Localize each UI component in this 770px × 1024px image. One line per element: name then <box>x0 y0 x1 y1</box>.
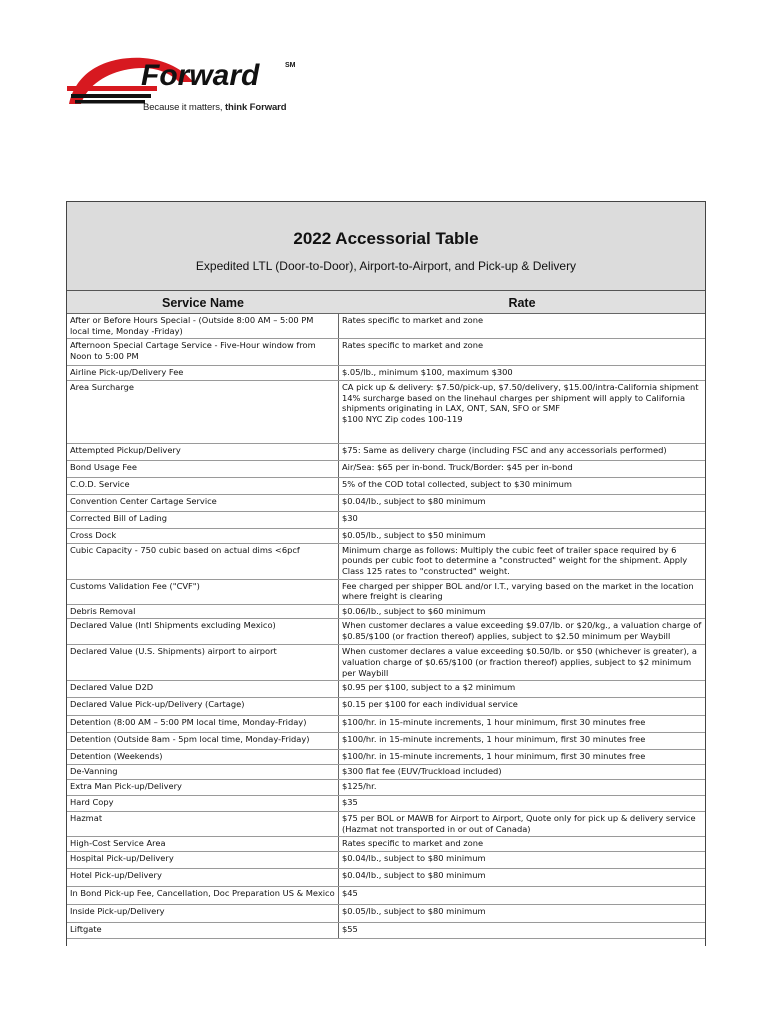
rate-line: 5% of the COD total collected, subject to $30 minimum <box>342 479 572 490</box>
accessorial-table <box>67 314 705 939</box>
table-row <box>67 779 705 795</box>
service-name-cell: Declared Value (Intl Shipments excluding Mexico) <box>67 619 339 645</box>
rate-cell <box>339 733 706 750</box>
rate-line: Rates specific to market and zone <box>342 315 484 325</box>
table-row <box>67 851 705 868</box>
service-name-cell: Inside Pick-up/Delivery <box>67 904 339 922</box>
rate-line: $0.06/lb., subject to $60 minimum <box>342 605 486 616</box>
rate-cell <box>339 579 706 604</box>
service-name-cell: Hospital Pick-up/Delivery <box>67 851 339 868</box>
rate-line: 14% surcharge based on the linehaul charges per shipment will apply to California shipments originating in LAX, ONT, SAN, SFO or SMF <box>342 392 686 414</box>
table-row <box>67 922 705 938</box>
column-header-service: Service Name <box>161 296 244 310</box>
service-name-cell: Customs Validation Fee ("CVF") <box>67 579 339 604</box>
rate-cell <box>339 543 706 579</box>
table-row <box>67 765 705 780</box>
rate-line: $0.04/lb., subject to $80 minimum <box>342 869 486 880</box>
rate-cell <box>339 681 706 698</box>
service-name-cell: Bond Usage Fee <box>67 461 339 478</box>
rate-cell <box>339 837 706 852</box>
rate-cell <box>339 314 706 339</box>
table-row <box>67 381 705 444</box>
rate-line: $100/hr. in 15-minute increments, 1 hour minimum, first 30 minutes free <box>342 751 646 762</box>
rate-cell <box>339 444 706 461</box>
rate-cell <box>339 750 706 765</box>
service-name-cell: Declared Value Pick-up/Delivery (Cartage) <box>67 698 339 716</box>
table-row <box>67 837 705 852</box>
rate-line: $125/hr. <box>342 780 377 791</box>
brand-name: Forward <box>141 59 260 92</box>
service-name-cell: After or Before Hours Special - (Outside 8:00 AM – 5:00 PM local time, Monday -Friday) <box>67 314 339 339</box>
rate-line: $55 <box>342 923 358 934</box>
rate-line: Rates specific to market and zone <box>342 838 484 849</box>
rate-cell <box>339 495 706 512</box>
rate-cell <box>339 886 706 904</box>
service-name-cell: Area Surcharge <box>67 381 339 444</box>
rate-line: $100/hr. in 15-minute increments, 1 hour minimum, first 30 minutes free <box>342 734 646 745</box>
table-row <box>67 529 705 544</box>
rate-cell <box>339 922 706 938</box>
service-name-cell: De-Vanning <box>67 765 339 780</box>
rate-cell <box>339 461 706 478</box>
rate-line: $0.95 per $100, subject to a $2 minimum <box>342 682 516 693</box>
table-row <box>67 904 705 922</box>
table-row <box>67 795 705 811</box>
table-row <box>67 868 705 886</box>
table-row <box>67 444 705 461</box>
service-name-cell: Declared Value (U.S. Shipments) airport to airport <box>67 645 339 681</box>
tagline <box>143 102 286 113</box>
service-name-cell: Liftgate <box>67 922 339 938</box>
table-row <box>67 604 705 619</box>
rate-cell <box>339 716 706 733</box>
service-name-cell: Detention (8:00 AM – 5:00 PM local time, Monday-Friday) <box>67 716 339 733</box>
service-name-cell: Corrected Bill of Lading <box>67 512 339 529</box>
rate-line: $100/hr. in 15-minute increments, 1 hour minimum, first 30 minutes free <box>342 717 646 728</box>
rate-cell <box>339 868 706 886</box>
service-name-cell: C.O.D. Service <box>67 478 339 495</box>
table-row <box>67 495 705 512</box>
rate-line: Fee charged per shipper BOL and/or I.T., varying based on the market in the location where freight is clearing <box>342 580 694 602</box>
tagline-prefix: Because it matters, <box>143 102 225 113</box>
service-name-cell: Convention Center Cartage Service <box>67 495 339 512</box>
rate-line: When customer declares a value exceeding $0.50/lb. or $50 (whichever is greater), a valuation charge of $0.65/$100 (or fraction thereof) applies, subject to $2 minimum per Waybill <box>342 646 697 678</box>
rate-line: Air/Sea: $65 per in-bond. Truck/Border: $45 per in-bond <box>342 462 573 473</box>
rate-line: $.05/lb., minimum $100, maximum $300 <box>342 367 513 378</box>
table-row <box>67 543 705 579</box>
table-row <box>67 811 705 836</box>
rate-cell <box>339 529 706 544</box>
rate-cell <box>339 795 706 811</box>
rate-cell <box>339 339 706 366</box>
service-name-cell: Hazmat <box>67 811 339 836</box>
table-header-block <box>67 202 705 291</box>
rate-line: $35 <box>342 796 358 807</box>
rate-line: Minimum charge as follows: Multiply the cubic feet of trailer space required by 6 pounds per cubic foot to determine a "constructed" weight for the shipment. Apply Class 125 rates to "constructed" weight. <box>342 544 688 576</box>
rate-cell <box>339 619 706 645</box>
rate-line: $75: Same as delivery charge (including FSC and any accessorials performed) <box>342 445 667 456</box>
rate-cell <box>339 381 706 444</box>
rate-cell <box>339 366 706 381</box>
rate-line: $100 NYC Zip codes 100-119 <box>342 413 463 424</box>
table-row <box>67 733 705 750</box>
table-row <box>67 698 705 716</box>
page-subtitle: Expedited LTL (Door-to-Door), Airport-to-Airport, and Pick-up & Delivery <box>195 259 577 273</box>
rate-line: CA pick up & delivery: $7.50/pick-up, $7.50/delivery, $15.00/intra-California shipment <box>342 382 699 393</box>
rate-line: $0.05/lb., subject to $80 minimum <box>342 905 486 916</box>
tagline-bold: think Forward <box>224 102 287 113</box>
rate-cell <box>339 851 706 868</box>
rate-line: $0.15 per $100 for each individual service <box>342 699 518 710</box>
service-name-cell: Detention (Outside 8am - 5pm local time, Monday-Friday) <box>67 733 339 750</box>
rate-cell <box>339 811 706 836</box>
service-name-cell: Airline Pick-up/Delivery Fee <box>67 366 339 381</box>
table-row <box>67 681 705 698</box>
table-row <box>67 366 705 381</box>
rate-cell <box>339 779 706 795</box>
rate-cell <box>339 478 706 495</box>
rate-line: $0.04/lb., subject to $80 minimum <box>342 852 486 863</box>
service-name-cell: Hotel Pick-up/Delivery <box>67 868 339 886</box>
service-name-cell: Afternoon Special Cartage Service - Five-Hour window from Noon to 5:00 PM <box>67 339 339 366</box>
table-row <box>67 478 705 495</box>
table-row <box>67 716 705 733</box>
table-row <box>67 886 705 904</box>
rate-cell <box>339 904 706 922</box>
rate-line: Rates specific to market and zone <box>342 340 484 351</box>
accessorial-sheet <box>66 201 706 946</box>
table-row <box>67 512 705 529</box>
service-name-cell: Attempted Pickup/Delivery <box>67 444 339 461</box>
table-row <box>67 461 705 478</box>
rate-line: $300 flat fee (EUV/Truckload included) <box>342 766 502 777</box>
table-row <box>67 339 705 366</box>
rate-line: $30 <box>342 513 358 524</box>
rate-cell <box>339 645 706 681</box>
rate-line: $0.04/lb., subject to $80 minimum <box>342 496 486 507</box>
service-name-cell: Debris Removal <box>67 604 339 619</box>
rate-cell <box>339 765 706 780</box>
service-name-cell: Cross Dock <box>67 529 339 544</box>
page-title: 2022 Accessorial Table <box>293 229 479 248</box>
service-mark: SM <box>285 62 296 69</box>
rate-cell <box>339 698 706 716</box>
column-header-rate: Rate <box>508 296 536 310</box>
service-name-cell: Detention (Weekends) <box>67 750 339 765</box>
rate-line: $0.05/lb., subject to $50 minimum <box>342 530 486 541</box>
rate-line: $75 per BOL or MAWB for Airport to Airport, Quote only for pick up & delivery service (Hazmat not transported in or out of Canada) <box>342 812 696 834</box>
service-name-cell: Cubic Capacity - 750 cubic based on actual dims <6pcf <box>67 543 339 579</box>
rate-line: $45 <box>342 887 358 898</box>
rate-cell <box>339 604 706 619</box>
service-name-cell: Declared Value D2D <box>67 681 339 698</box>
rate-line: When customer declares a value exceeding $9.07/lb. or $20/kg., a valuation charge of $0.85/$100 (or fraction thereof) applies, subject to $2.50 minimum per Waybill <box>342 620 702 641</box>
service-name-cell: Extra Man Pick-up/Delivery <box>67 779 339 795</box>
forward-logo-mark <box>63 52 313 124</box>
table-row <box>67 314 705 339</box>
table-row <box>67 645 705 681</box>
table-row <box>67 619 705 645</box>
service-name-cell: Hard Copy <box>67 795 339 811</box>
service-name-cell: High-Cost Service Area <box>67 837 339 852</box>
column-headers <box>67 291 705 314</box>
forward-logo <box>63 52 313 124</box>
table-row <box>67 750 705 765</box>
table-row <box>67 579 705 604</box>
rate-cell <box>339 512 706 529</box>
service-name-cell: In Bond Pick-up Fee, Cancellation, Doc Preparation US & Mexico <box>67 886 339 904</box>
